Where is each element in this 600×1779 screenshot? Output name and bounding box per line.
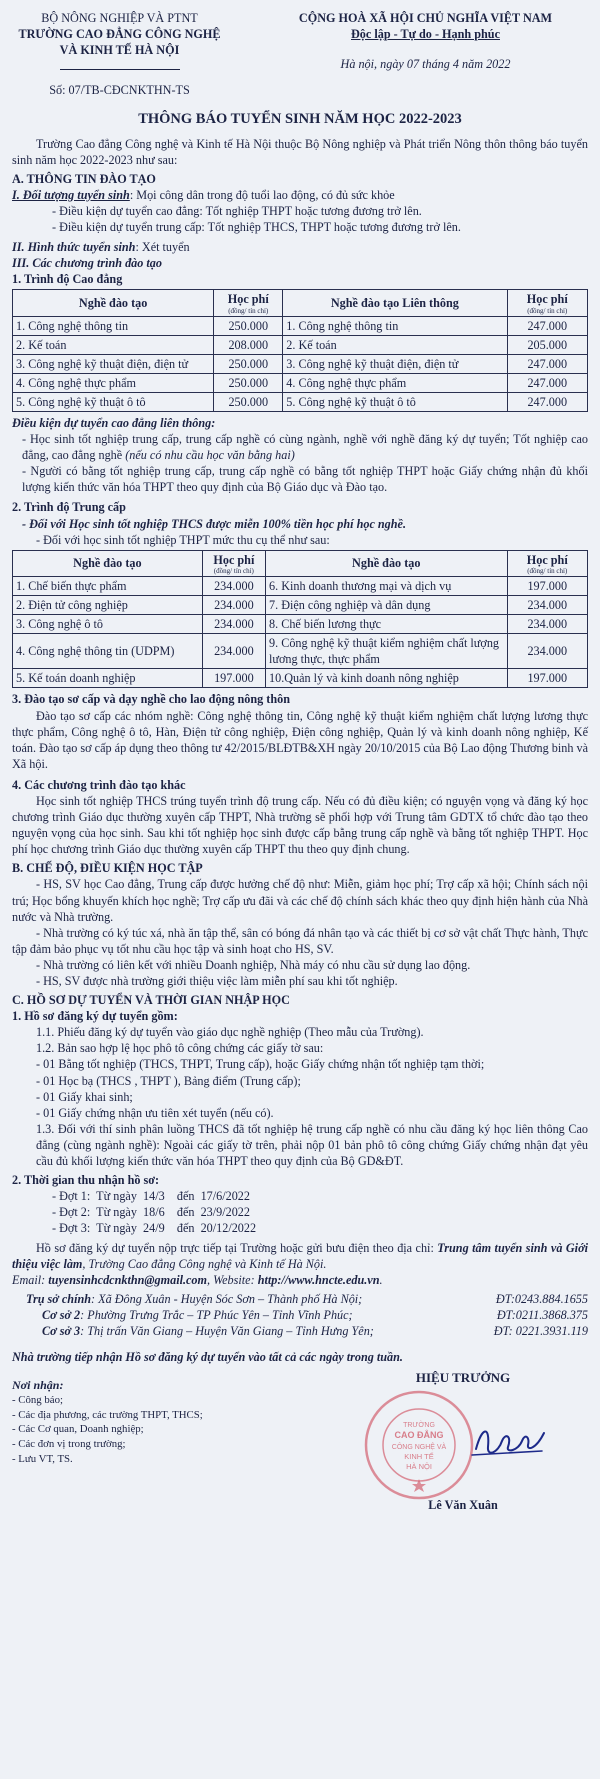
schedule-round-1: - Đợt 1: Từ ngày 14/3 đến 17/6/2022	[52, 1189, 250, 1204]
other-programs-heading: 4. Các chương trình đào tạo khác	[12, 777, 186, 792]
svg-text:HÀ NỘI: HÀ NỘI	[406, 1462, 432, 1472]
col-header-program: Nghề đào tạo	[13, 550, 203, 576]
transfer-condition-heading: Điều kiện dự tuyển cao đẳng liên thông:	[12, 416, 216, 430]
schedule-heading: 2. Thời gian thu nhận hồ sơ:	[12, 1173, 160, 1188]
document-number: Số: 07/TB-CĐCNKTHN-TS	[49, 83, 190, 98]
table-row: 2. Kế toán 208.000 2. Kế toán 205.000	[13, 335, 588, 354]
thpt-fee-note: - Đối với học sinh tốt nghiệp THPT mức thu cụ thể như sau:	[36, 532, 330, 547]
nation-name: CỘNG HOÀ XÃ HỘI CHỦ NGHĨA VIỆT NAM	[298, 11, 553, 25]
signature-icon	[468, 1419, 548, 1464]
thcs-fee-waiver: - Đối với Học sinh tốt nghiệp THCS được miễn 100% tiền học phí học nghề.	[22, 516, 407, 531]
schedule-round-3: - Đợt 3: Từ ngày 24/9 đến 20/12/2022	[52, 1221, 257, 1236]
target-text: : Mọi công dân trong độ tuổi lao động, có đủ sức khỏe	[129, 187, 395, 202]
table-row: 1. Công nghệ thông tin 250.000 1. Công nghệ thông tin 247.000	[13, 316, 588, 335]
form-text: : Xét tuyển	[135, 240, 190, 255]
section-b-heading: B. CHẾ ĐỘ, ĐIỀU KIỆN HỌC TẬP	[12, 861, 203, 876]
recipient-item: - Lưu VT, TS.	[12, 1452, 73, 1465]
recipient-item: - Các địa phương, các trường THPT, THCS;	[12, 1408, 203, 1421]
table-row: 1. Chế biến thực phẩm 234.000 6. Kinh doanh thương mại và dịch vụ 197.000	[13, 576, 588, 595]
short-course-text: Đào tạo sơ cấp các nhóm nghề: Công nghệ thông tin, Công nghệ kỹ thuật kiểm nghiệm chất lượng lương thực thực phẩm, Công nghệ ô tô, Hàn, Điện tử công nghiệp, Điện công nghiệp, Quản lý và kinh doanh nông nghiệp, Kế toán. Đào tạo sơ cấp áp dụng theo thông tư 42/2015/BLĐTB&XH ngày 20/10/2015 của Bộ Lao động Thương binh và Xã hội.	[12, 708, 588, 771]
table-row: 5. Công nghệ kỹ thuật ô tô 250.000 5. Công nghệ kỹ thuật ô tô 247.000	[13, 392, 588, 411]
recipient-item: - Các Cơ quan, Doanh nghiệp;	[12, 1423, 144, 1436]
svg-text:KINH TẾ: KINH TẾ	[404, 1452, 434, 1462]
document-title: THÔNG BÁO TUYỂN SINH NĂM HỌC 2022-2023	[138, 111, 462, 128]
closing-note: Nhà trường tiếp nhận Hồ sơ đăng ký dự tuyển vào tất cả các ngày trong tuần.	[12, 1350, 403, 1365]
col-header-program: Nghề đào tạo	[13, 290, 214, 316]
signer-name: Lê Văn Xuân	[428, 1498, 498, 1513]
recipient-item: - Công báo;	[12, 1394, 63, 1407]
dossier-item-1-1: 1.1. Phiếu đăng ký dự tuyển vào giáo dục nghề nghiệp (Theo mẫu của Trường).	[36, 1025, 424, 1040]
nation-motto: Độc lập - Tự do - Hạnh phúc	[351, 27, 500, 42]
col-header-fee: Học phí (đồng/ tín chỉ)	[214, 290, 283, 316]
table-row: 4. Công nghệ thông tin (UDPM) 234.000 9. Công nghệ kỹ thuật kiểm nghiệm chất lượng lương thực, thực phẩm 234.000	[13, 634, 588, 669]
school-seal-icon	[363, 1389, 475, 1501]
table-row: 2. Điện tử công nghiệp 234.000 7. Điện công nghiệp và dân dụng 234.000	[13, 595, 588, 614]
header-underline	[60, 69, 180, 70]
target-label: I. Đối tượng tuyển sinh	[12, 187, 130, 202]
short-course-heading: 3. Đào tạo sơ cấp và dạy nghề cho lao động nông thôn	[12, 692, 290, 707]
issuer-block	[12, 10, 227, 98]
school-name-line2: VÀ KINH TẾ HÀ NỘI	[59, 43, 180, 58]
table-row: 4. Công nghệ thực phẩm 250.000 4. Công nghệ thực phẩm 247.000	[13, 373, 588, 392]
table-row: 3. Công nghệ kỹ thuật điện, điện tử 250.000 3. Công nghệ kỹ thuật điện, điện tử 247.000	[13, 354, 588, 373]
benefits-policy: - HS, SV học Cao đẳng, Trung cấp được hưởng chế độ như: Miễn, giảm học phí; Trợ cấp xã hội; Chính sách nội trú; Học bổng khuyến khích học nghề; Trợ cấp ưu đãi và các chế độ chính sách khác theo quy định hiện hành của Nhà nước và Nhà trường.	[12, 877, 588, 924]
col-header-transfer-program: Nghề đào tạo Liên thông	[283, 290, 507, 316]
ministry-name: BỘ NÔNG NGHIỆP VÀ PTNT	[41, 11, 198, 25]
contact-line: Email: tuyensinhcdcnkthn@gmail.com, Website: http://www.hncte.edu.vn.	[12, 1272, 383, 1287]
nation-block	[263, 10, 588, 98]
college-condition: - Điều kiện dự tuyển cao đẳng: Tốt nghiệp THPT hoặc tương đương trở lên.	[52, 203, 422, 218]
svg-text:CÔNG NGHỆ VÀ: CÔNG NGHỆ VÀ	[391, 1444, 447, 1452]
document-footer	[12, 1369, 588, 1519]
intro-paragraph: Trường Cao đẳng Công nghệ và Kinh tế Hà Nội thuộc Bộ Nông nghiệp và Phát triển Nông thôn thông báo tuyển sinh năm học 2022-2023 như sau:	[12, 136, 588, 167]
programs-heading: III. Các chương trình đào tạo	[12, 256, 162, 271]
dossier-item-1-2-b: - 01 Học bạ (THCS , THPT ), Bảng điểm (Trung cấp);	[36, 1073, 301, 1088]
document-date: Hà nội, ngày 07 tháng 4 năm 2022	[340, 57, 511, 72]
table-row: 5. Kế toán doanh nghiệp 197.000 10.Quản lý và kinh doanh nông nghiệp 197.000	[13, 669, 588, 688]
section-a-heading: A. THÔNG TIN ĐÀO TẠO	[12, 171, 156, 186]
transfer-condition-2: - Người có bằng tốt nghiệp trung cấp, trung cấp nghề có bằng tốt nghiệp THPT hoặc Giấy chứng nhận đủ khối lượng kiến thức văn hóa THPT theo quy định của Bộ Giáo dục và Đào tạo.	[22, 464, 588, 495]
schedule-round-2: - Đợt 2: Từ ngày 18/6 đến 23/9/2022	[52, 1205, 250, 1220]
col-header-fee: Học phí (đồng/ tín chỉ)	[202, 550, 265, 576]
recipient-item: - Các đơn vị trong trường;	[12, 1438, 126, 1451]
other-programs-text: Học sinh tốt nghiệp THCS trúng tuyển trình độ trung cấp. Nếu có đủ điều kiện; có nguyện vọng và đăng ký học chương trình Giáo dục thường xuyên cấp THPT, Nhà trường sẽ phối hợp với Trung tâm GDTX tổ chức đào tạo theo nguyện vọng của học sinh. Sau khi tốt nghiệp học sinh được cấp bằng trung cấp nghề và bằng tốt nghiệp THPT. Học phí học chương trình Giáo dục thường xuyên cấp THPT thu theo quy định chung.	[12, 793, 588, 857]
svg-text:CAO ĐẲNG: CAO ĐẲNG	[394, 1430, 444, 1441]
section-c-heading: C. HỒ SƠ DỰ TUYỂN VÀ THỜI GIAN NHẬP HỌC	[12, 993, 290, 1008]
dossier-item-1-2-a: - 01 Bằng tốt nghiệp (THCS, THPT, Trung cấp), hoặc Giấy chứng nhận tốt nghiệp tạm thời;	[36, 1057, 485, 1072]
benefits-partners: - Nhà trường có liên kết với nhiều Doanh nghiệp, Nhà máy có nhu cầu sử dụng lao động.	[36, 957, 471, 972]
col-header-fee: Học phí (đồng/ tín chỉ)	[507, 290, 588, 316]
intermediate-condition: - Điều kiện dự tuyển trung cấp: Tốt nghiệp THCS, THPT hoặc tương đương trở lên.	[52, 220, 461, 235]
dossier-item-1-2-c: - 01 Giấy khai sinh;	[36, 1089, 133, 1104]
address-campus-2: Cơ sở 2: Phường Trưng Trắc – TP Phúc Yên – Tỉnh Vĩnh Phúc; ĐT:0211.3868.375	[42, 1307, 588, 1322]
col-header-fee: Học phí (đồng/ tín chỉ)	[507, 550, 588, 576]
submission-text: Hồ sơ đăng ký dự tuyển nộp trực tiếp tại Trường hoặc gửi bưu điện theo địa chỉ: Trung tâm tuyển sinh và Giới thiệu việc làm, Trường Cao đẳng Công nghệ và Kinh tế Hà Nội.	[12, 1240, 588, 1271]
intermediate-fee-table	[12, 550, 588, 689]
recipients-block: Nơi nhận: - Công báo; - Các địa phương, các trường THPT, THCS; - Các Cơ quan, Doanh nghiệp; - Các đơn vị trong trường; - Lưu VT, TS.	[12, 1369, 312, 1519]
college-fee-table	[12, 289, 588, 412]
recipients-label: Nơi nhận	[12, 1378, 60, 1393]
address-main: Trụ sở chính: Xã Đông Xuân - Huyện Sóc Sơn – Thành phố Hà Nội; ĐT:0243.884.1655	[26, 1291, 588, 1306]
dossier-item-1-2-d: - 01 Giấy chứng nhận ưu tiên xét tuyển (nếu có).	[36, 1105, 274, 1120]
college-level-heading: 1. Trình độ Cao đẳng	[12, 272, 123, 287]
website-link[interactable]: http://www.hncte.edu.vn	[257, 1272, 380, 1287]
table-row: 3. Công nghệ ô tô 234.000 8. Chế biến lương thực 234.000	[13, 615, 588, 634]
svg-text:TRƯỜNG: TRƯỜNG	[403, 1422, 435, 1430]
target-line	[12, 187, 588, 203]
dossier-heading: 1. Hồ sơ đăng ký dự tuyển gồm:	[12, 1009, 178, 1024]
benefits-job-placement: - HS, SV được nhà trường giới thiệu việc làm miễn phí sau khi tốt nghiệp.	[36, 974, 398, 988]
transfer-condition-1: - Học sinh tốt nghiệp trung cấp, trung cấp nghề có cùng ngành, nghề với nghề đăng ký dự tuyển; Tốt nghiệp cao đẳng, cao đẳng nghề (nếu có nhu cầu học văn bằng hai)	[22, 432, 588, 463]
address-block	[12, 1291, 588, 1339]
document-header	[12, 10, 588, 98]
signature-block	[338, 1369, 588, 1519]
school-name-line1: TRƯỜNG CAO ĐẲNG CÔNG NGHỆ	[18, 27, 221, 42]
dossier-item-1-3: 1.3. Đối với thí sinh phân luồng THCS đã tốt nghiệp hệ trung cấp nghề có nhu cầu đăng ký học liên thông Cao đẳng (cùng ngành nghề): Ngoài các giấy tờ trên, phải nộp 01 bản phô tô công chứng Giấy chứng nhận đạt yêu cầu đủ khối lượng kiến thức văn hóa THPT theo quy định của Bộ GD&ĐT.	[36, 1121, 588, 1169]
benefits-facilities: - Nhà trường có ký túc xá, nhà ăn tập thể, sân có bóng đá nhân tạo và các thiết bị cơ sở vật chất Thực hành, Thực tập đảm bảo phục vụ tốt nhu cầu học tập và sinh hoạt cho HS, SV.	[12, 925, 588, 956]
signer-title: HIỆU TRƯỞNG	[415, 1370, 511, 1386]
form-label: II. Hình thức tuyển sinh	[12, 240, 136, 255]
dossier-item-1-2: 1.2. Bản sao hợp lệ học phô tô công chứng các giấy tờ sau:	[36, 1041, 324, 1056]
address-campus-3: Cơ sở 3: Thị trấn Văn Giang – Huyện Văn Giang – Tỉnh Hưng Yên; ĐT: 0221.3931.119	[42, 1323, 588, 1338]
intermediate-level-heading: 2. Trình độ Trung cấp	[12, 500, 126, 515]
email-link[interactable]: tuyensinhcdcnkthn@gmail.com	[48, 1272, 208, 1287]
form-line	[12, 239, 588, 255]
col-header-program: Nghề đào tạo	[266, 550, 508, 576]
